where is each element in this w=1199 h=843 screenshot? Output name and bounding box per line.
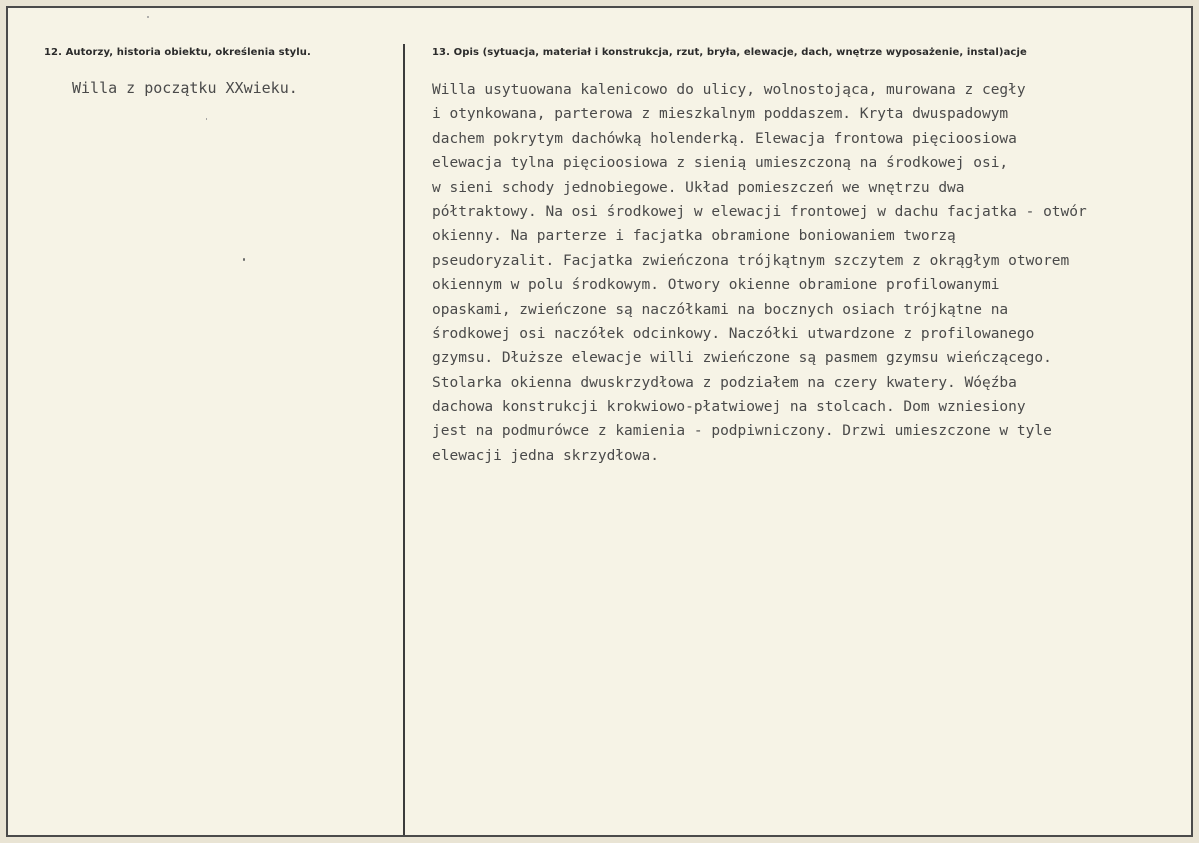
description-line: dachowa konstrukcji krokwiowo-płatwiowej na stolcach. Dom wzniesiony <box>432 399 1026 416</box>
description-line: pseudoryzalit. Facjatka zwieńczona trójkątnym szczytem z okrągłym otworem <box>432 252 1070 269</box>
description-line: opaskami, zwieńczone są naczółkami na bocznych osiach trójkątne na <box>432 301 1009 318</box>
description-line: jest na podmurówce z kamienia - podpiwniczony. Drzwi umieszczone w tyle <box>432 423 1052 440</box>
section-12-heading: 12. Autorzy, historia obiektu, określenia stylu. <box>44 47 311 58</box>
description-line: dachem pokrytym dachówką holenderką. Elewacja frontowa pięcioosiowa <box>432 130 1017 147</box>
paper-speck <box>147 16 149 18</box>
authors-history-style-text: Willa z początku XXwieku. <box>72 79 298 97</box>
description-line: i otynkowana, parterowa z mieszkalnym poddaszem. Kryta dwuspadowym <box>432 106 1009 123</box>
paper-speck <box>243 258 245 261</box>
description-line: środkowej osi naczółek odcinkowy. Naczółki utwardzone z profilowanego <box>432 325 1035 342</box>
description-text <box>432 78 1087 468</box>
section-13-heading: 13. Opis (sytuacja, materiał i konstrukcja, rzut, bryła, elewacje, dach, wnętrze wyposażenie, instal)acje <box>432 47 1027 58</box>
description-line: elewacja tylna pięcioosiowa z sienią umieszczoną na środkowej osi, <box>432 155 1009 172</box>
description-line: w sieni schody jednobiegowe. Układ pomieszczeń we wnętrzu dwa <box>432 179 965 196</box>
description-line: okiennym w polu środkowym. Otwory okienne obramione profilowanymi <box>432 277 1000 294</box>
description-line: okienny. Na parterze i facjatka obramione boniowaniem tworzą <box>432 228 956 245</box>
description-line: Willa usytuowana kalenicowo do ulicy, wolnostojąca, murowana z cegły <box>432 82 1026 98</box>
description-line: półtraktowy. Na osi środkowej w elewacji frontowej w dachu facjatka - otwór <box>432 203 1087 220</box>
description-line: gzymsu. Dłuższe elewacje willi zwieńczone są pasmem gzymsu wieńczącego. <box>432 350 1052 367</box>
paper-speck <box>206 118 207 120</box>
description-line: Stolarka okienna dwuskrzydłowa z podziałem na czery kwatery. Wóęźba <box>432 374 1017 391</box>
column-divider <box>403 44 405 835</box>
description-line: elewacji jedna skrzydłowa. <box>432 447 659 464</box>
